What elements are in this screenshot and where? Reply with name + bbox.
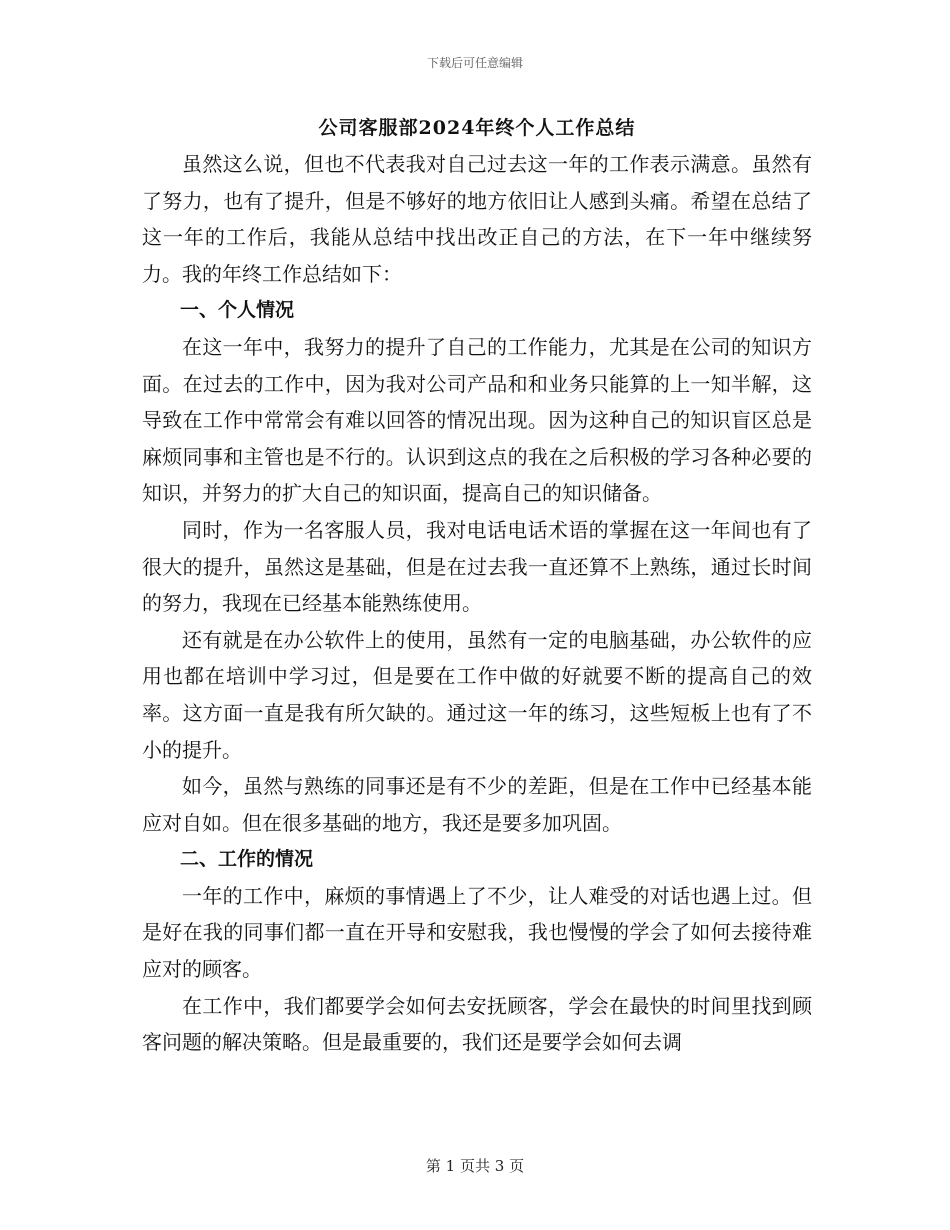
document-title: 公司客服部2024年终个人工作总结 bbox=[318, 117, 636, 139]
page-indicator: 第 1 页共 3 页 bbox=[425, 1157, 525, 1175]
paragraph-intro: 虽然这么说，但也不代表我对自己过去这一年的工作表示满意。虽然有了努力，也有了提升，但是不够好的地方依旧让人感到头痛。希望在总结了这一年的工作后，我能从总结中找出改正自己的方法，在下一年中继续努力。我的年终工作总结如下： bbox=[142, 152, 812, 286]
paragraph-difficulties: 一年的工作中，麻烦的事情遇上了不少，让人难受的对话也遇上过。但是好在我的同事们都一直在开导和安慰我，我也慢慢的学会了如何去接待难应对的顾客。 bbox=[142, 883, 812, 982]
paragraph-current-status: 如今，虽然与熟练的同事还是有不少的差距，但是在工作中已经基本能应对自如。但在很多基础的地方，我还是要多加巩固。 bbox=[142, 774, 812, 835]
paragraph-knowledge: 在这一年中，我努力的提升了自己的工作能力，尤其是在公司的知识方面。在过去的工作中，因为我对公司产品和和业务只能算的上一知半解，这导致在工作中常常会有难以回答的情况出现。因为这种自己的知识盲区总是麻烦同事和主管也是不行的。认识到这点的我在之后积极的学习各种必要的知识，并努力的扩大自己的知识面，提高自己的知识储备。 bbox=[142, 334, 812, 506]
header-note: 下载后可任意编辑 bbox=[426, 56, 523, 70]
section-heading-personal: 一、个人情况 bbox=[180, 299, 295, 322]
paragraph-customer-handling: 在工作中，我们都要学会如何去安抚顾客，学会在最快的时间里找到顾客问题的解决策略。但是最重要的，我们还是要学会如何去调 bbox=[142, 993, 812, 1055]
paragraph-phone-terms: 同时，作为一名客服人员，我对电话电话术语的掌握在这一年间也有了很大的提升，虽然这是基础，但是在过去我一直还算不上熟练，通过长时间的努力，我现在已经基本能熟练使用。 bbox=[142, 517, 812, 616]
document-body bbox=[142, 110, 812, 1061]
section-heading-work: 二、工作的情况 bbox=[180, 848, 314, 871]
paragraph-office-software: 还有就是在办公软件上的使用，虽然有一定的电脑基础，办公软件的应用也都在培训中学习过，但是要在工作中做的好就要不断的提高自己的效率。这方面一直是我有所欠缺的。通过这一年的练习，这些短板上也有了不小的提升。 bbox=[142, 627, 812, 762]
